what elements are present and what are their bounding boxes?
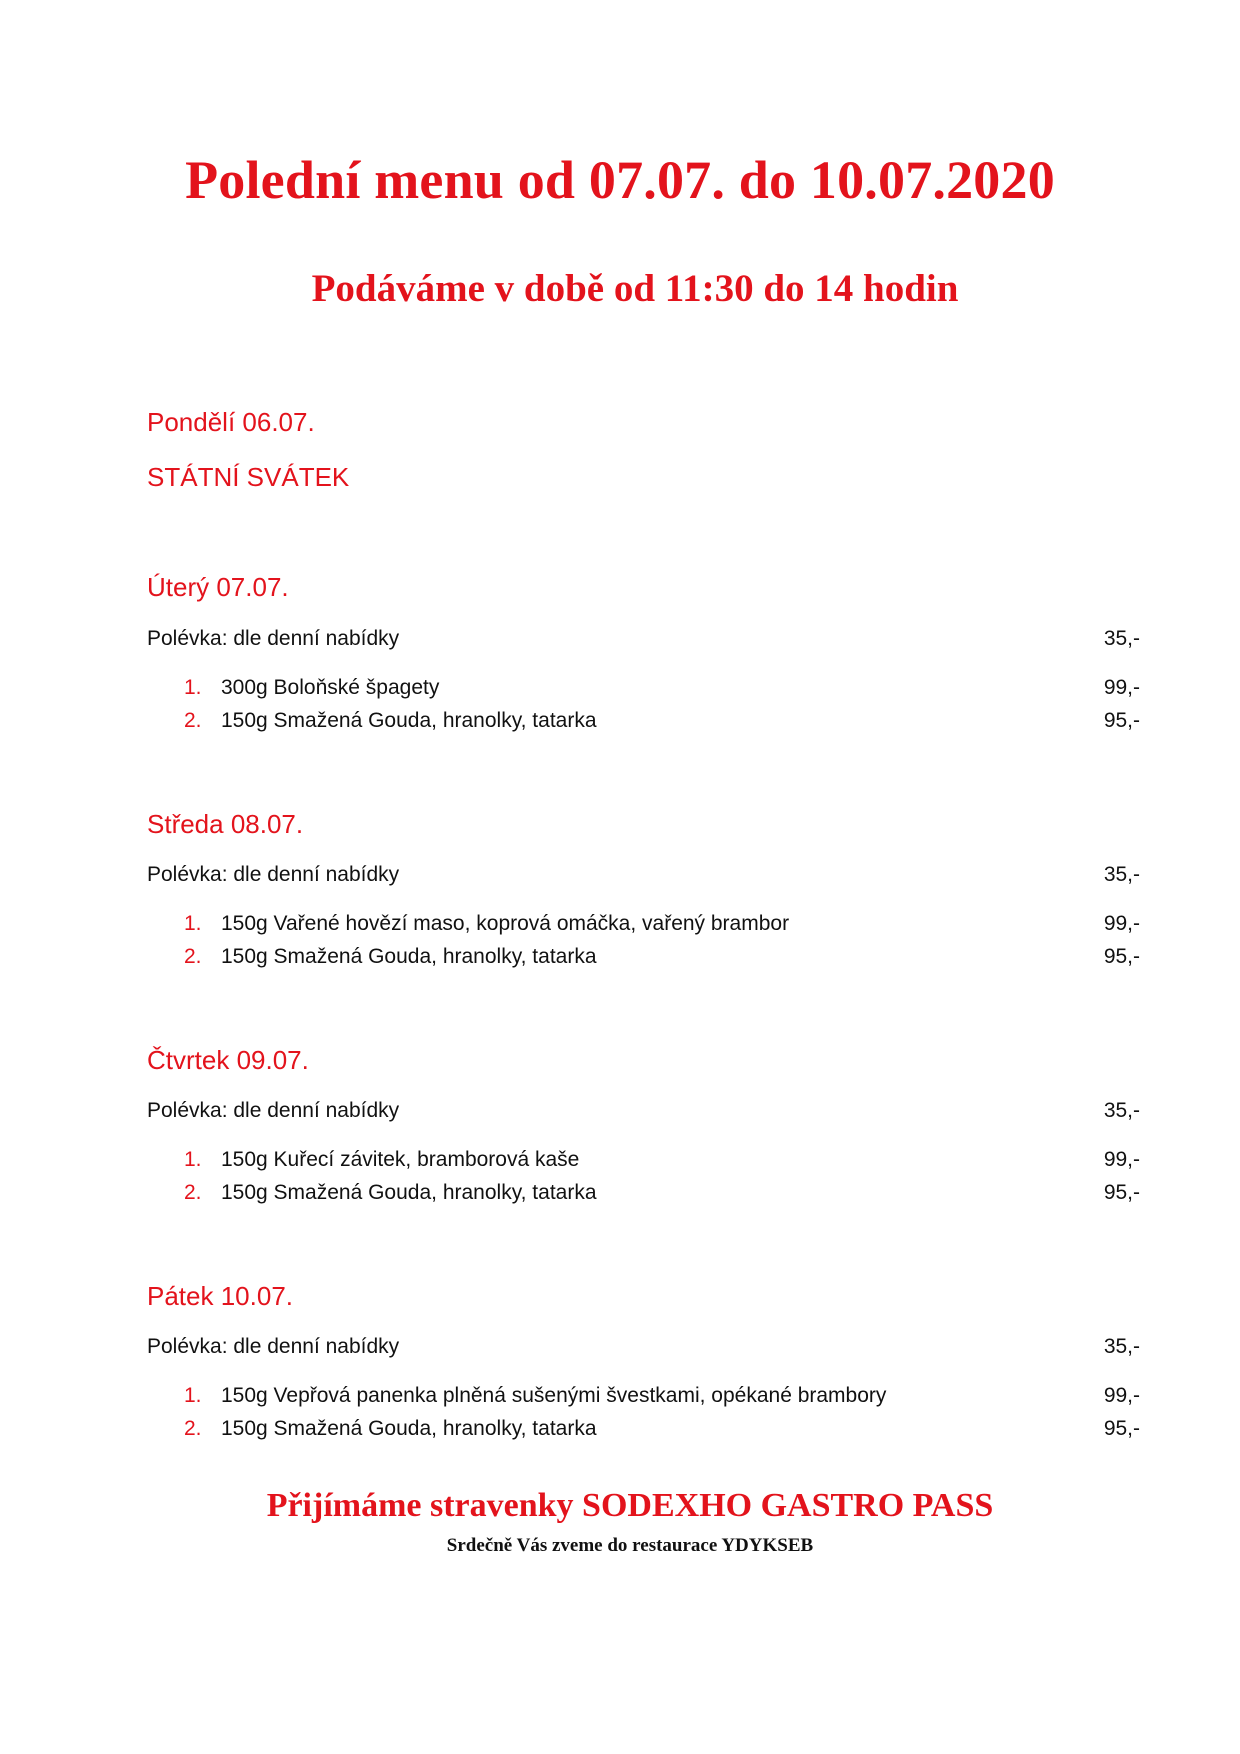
item-number: 2. [184,1181,202,1204]
day-heading-tuesday: Úterý 07.07. [147,572,289,602]
item-number: 1. [184,912,202,935]
voucher-notice: Přijímáme stravenky SODEXHO GASTRO PASS [266,1487,994,1524]
item-price: 99,- [1103,1148,1140,1171]
holiday-note: STÁTNÍ SVÁTEK [147,462,350,492]
soup-price: 35,- [1103,1335,1140,1358]
item-price: 95,- [1103,709,1140,732]
soup-label: Polévka: dle denní nabídky [147,1099,400,1122]
item-price: 95,- [1103,1417,1140,1440]
restaurant-invitation: Srdečně Vás zveme do restaurace YDYKSEB [446,1535,814,1556]
item-name: 150g Smažená Gouda, hranolky, tatarka [221,1181,597,1204]
item-price: 95,- [1103,1181,1140,1204]
item-name: 150g Kuřecí závitek, bramborová kaše [221,1148,580,1171]
day-heading-wednesday: Středa 08.07. [147,809,304,839]
item-name: 150g Smažená Gouda, hranolky, tatarka [221,945,597,968]
item-number: 1. [184,676,202,699]
item-number: 2. [184,709,202,732]
soup-row [147,1333,1140,1361]
item-price: 99,- [1103,676,1140,699]
item-name: 150g Vařené hovězí maso, koprová omáčka, vařený brambor [221,912,790,935]
serving-hours: Podáváme v době od 11:30 do 14 hodin [311,267,959,310]
menu-item [147,1146,1140,1174]
soup-row [147,625,1140,653]
item-number: 2. [184,1417,202,1440]
item-name: 150g Smažená Gouda, hranolky, tatarka [221,709,597,732]
item-number: 1. [184,1148,202,1171]
day-heading-thursday: Čtvrtek 09.07. [147,1045,309,1075]
menu-item [147,910,1140,938]
page-title: Polední menu od 07.07. do 10.07.2020 [185,150,1055,210]
item-number: 1. [184,1384,202,1407]
item-name: 300g Boloňské špagety [221,676,440,699]
day-heading-friday: Pátek 10.07. [147,1281,293,1311]
menu-item [147,943,1140,971]
day-heading-monday: Pondělí 06.07. [147,407,315,437]
menu-item [147,1382,1140,1410]
item-price: 99,- [1103,1384,1140,1407]
item-name: 150g Vepřová panenka plněná sušenými švestkami, opékané brambory [221,1384,887,1407]
soup-label: Polévka: dle denní nabídky [147,1335,400,1358]
soup-label: Polévka: dle denní nabídky [147,627,400,650]
item-name: 150g Smažená Gouda, hranolky, tatarka [221,1417,597,1440]
item-price: 95,- [1103,945,1140,968]
soup-price: 35,- [1103,627,1140,650]
item-number: 2. [184,945,202,968]
menu-item [147,1415,1140,1443]
menu-item [147,707,1140,735]
item-price: 99,- [1103,912,1140,935]
soup-row [147,861,1140,889]
soup-price: 35,- [1103,1099,1140,1122]
menu-item [147,674,1140,702]
soup-price: 35,- [1103,863,1140,886]
soup-label: Polévka: dle denní nabídky [147,863,400,886]
menu-item [147,1179,1140,1207]
soup-row [147,1097,1140,1125]
